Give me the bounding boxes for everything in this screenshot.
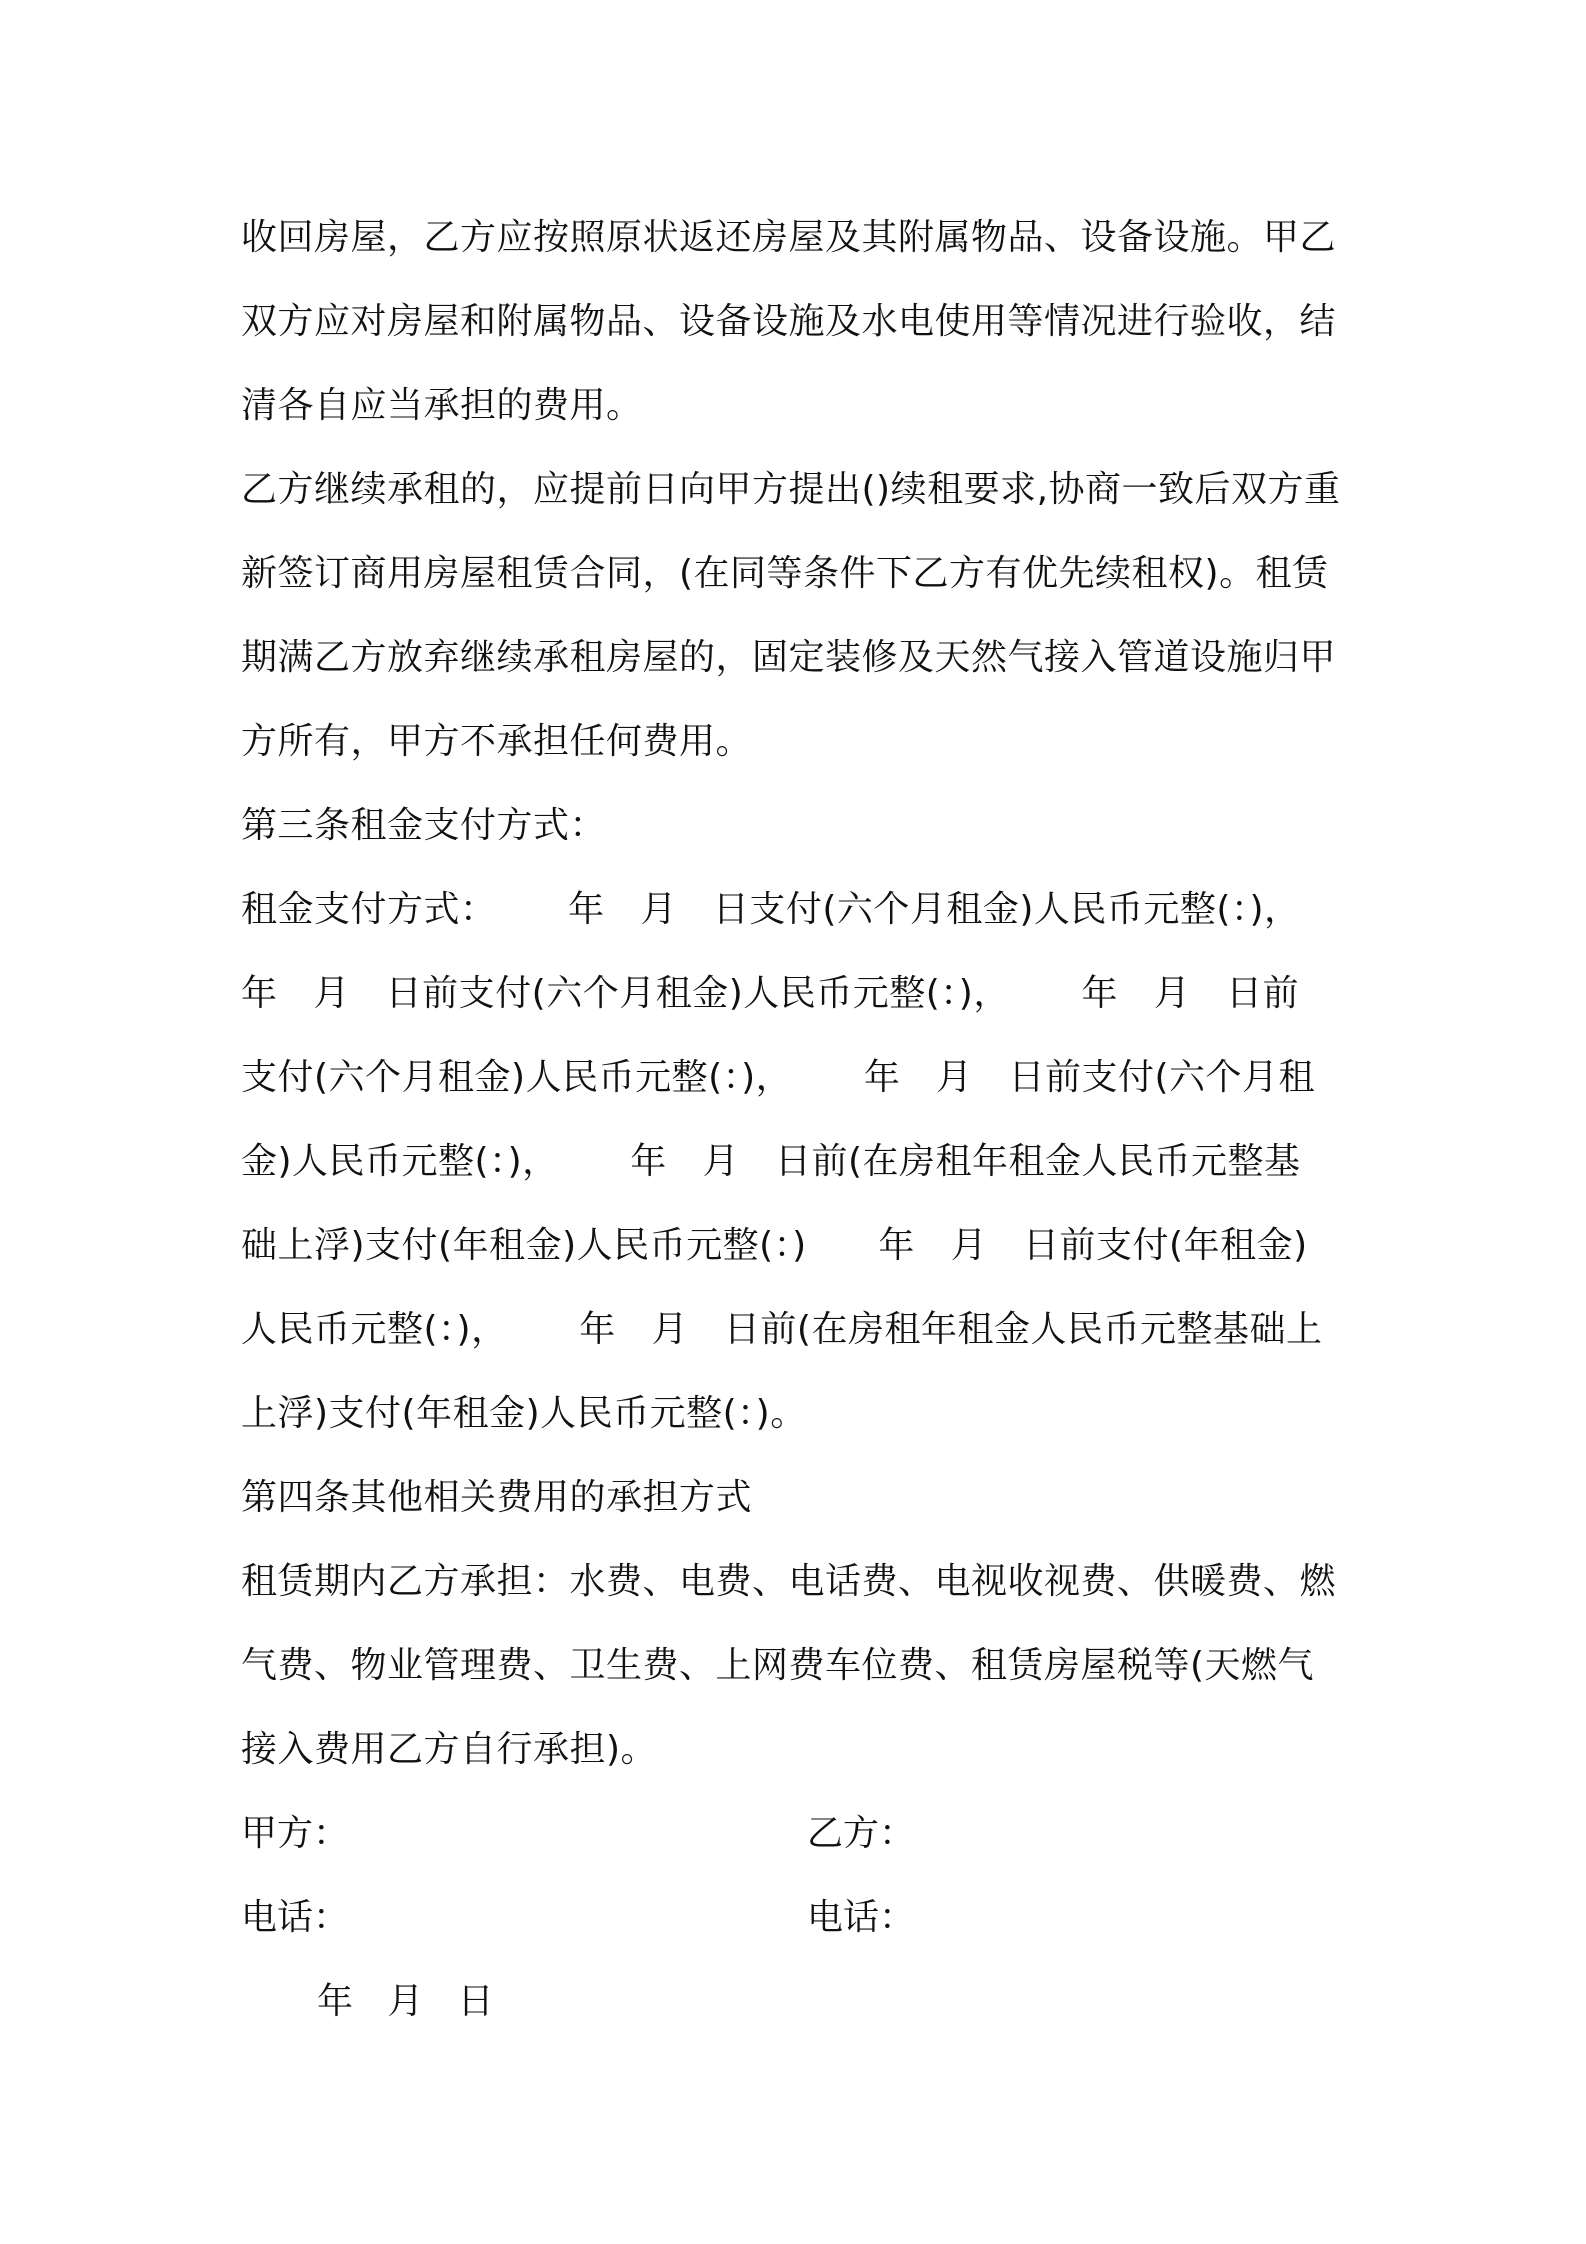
- article-4-heading: 第四条其他相关费用的承担方式: [241, 1477, 753, 1518]
- signature-phone-row: [241, 1876, 1361, 1960]
- text-line: 新签订商用房屋租赁合同，(在同等条件下乙方有优先续租权)。租赁: [241, 553, 1329, 594]
- text-line: 上浮)支付(年租金)人民币元整(：)。: [241, 1393, 807, 1434]
- text-line: 租金支付方式： 年 月 日支付(六个月租金)人民币元整(：)，: [241, 889, 1301, 930]
- text-line: 接入费用乙方自行承担)。: [241, 1729, 658, 1770]
- document-page: [241, 196, 1361, 2044]
- text-line: 支付(六个月租金)人民币元整(：)， 年 月 日前支付(六个月租: [241, 1057, 1316, 1098]
- phone-b-label: 电话：: [807, 1897, 916, 1938]
- paragraph-rent-payment: [241, 868, 1361, 1456]
- text-line: 期满乙方放弃继续承租房屋的，固定装修及天然气接入管道设施归甲: [241, 637, 1337, 678]
- article-3-heading: 第三条租金支付方式：: [241, 805, 607, 846]
- text-line: 方所有，甲方不承担任何费用。: [241, 721, 753, 762]
- text-line: 收回房屋，乙方应按照原状返还房屋及其附属物品、设备设施。甲乙: [241, 217, 1337, 258]
- text-line: 础上浮)支付(年租金)人民币元整(：) 年 月 日前支付(年租金): [241, 1225, 1308, 1266]
- paragraph-other-fees: [241, 1540, 1361, 1792]
- text-line: 金)人民币元整(：)， 年 月 日前(在房租年租金人民币元整基: [241, 1141, 1301, 1182]
- text-line: 乙方继续承租的，应提前日向甲方提出()续租要求,协商一致后双方重: [241, 469, 1341, 510]
- phone-a-label: 电话：: [241, 1897, 350, 1938]
- party-b-label: 乙方：: [807, 1813, 916, 1854]
- signature-party-row: [241, 1792, 1361, 1876]
- text-line: 人民币元整(：)， 年 月 日前(在房租年租金人民币元整基础上: [241, 1309, 1323, 1350]
- text-line: 年 月 日前支付(六个月租金)人民币元整(：)， 年 月 日前: [241, 973, 1300, 1014]
- text-line: 气费、物业管理费、卫生费、上网费车位费、租赁房屋税等(天燃气: [241, 1645, 1315, 1686]
- signing-date: 年 月 日: [317, 1981, 494, 2022]
- text-line: 清各自应当承担的费用。: [241, 385, 643, 426]
- paragraph-return-property: [241, 196, 1361, 448]
- text-line: 双方应对房屋和附属物品、设备设施及水电使用等情况进行验收，结: [241, 301, 1337, 342]
- paragraph-renewal: [241, 448, 1361, 784]
- party-a-label: 甲方：: [241, 1813, 350, 1854]
- text-line: 租赁期内乙方承担：水费、电费、电话费、电视收视费、供暖费、燃: [241, 1561, 1337, 1602]
